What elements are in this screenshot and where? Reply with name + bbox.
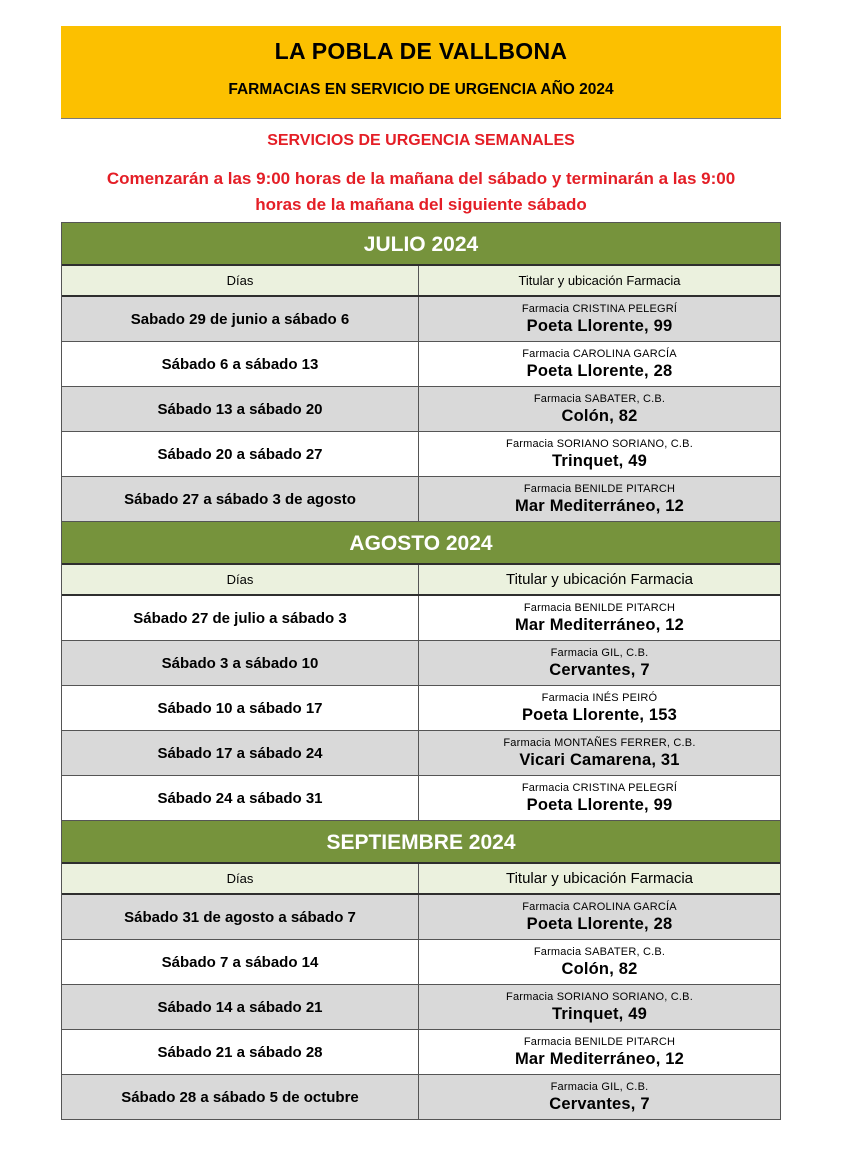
days-cell: Sábado 10 a sábado 17 — [62, 686, 419, 730]
pharmacy-address: Cervantes, 7 — [549, 661, 650, 679]
pharmacy-name: Farmacia CRISTINA PELEGRÍ — [521, 303, 678, 315]
title-banner — [61, 26, 781, 119]
pharmacy-cell — [419, 940, 780, 984]
pharmacy-cell — [419, 985, 780, 1029]
days-cell: Sábado 7 a sábado 14 — [62, 940, 419, 984]
days-cell: Sábado 14 a sábado 21 — [62, 985, 419, 1029]
pharmacy-cell — [419, 432, 780, 476]
column-header-pharmacy: Titular y ubicación Farmacia — [518, 273, 681, 288]
table-row — [62, 1030, 780, 1075]
pharmacy-address: Trinquet, 49 — [551, 452, 647, 470]
pharmacy-name: Farmacia GIL, C.B. — [550, 647, 649, 659]
table-row — [62, 895, 780, 940]
column-header-pharmacy: Titular y ubicación Farmacia — [505, 870, 693, 887]
table-row — [62, 596, 780, 641]
pharmacy-name: Farmacia CAROLINA GARCÍA — [522, 348, 677, 360]
pharmacy-address: Mar Mediterráneo, 12 — [514, 1050, 685, 1068]
days-cell: Sábado 20 a sábado 27 — [62, 432, 419, 476]
schedule-note-line-2: horas de la mañana del siguiente sábado — [255, 195, 587, 214]
pharmacy-address: Poeta Llorente, 153 — [521, 706, 678, 724]
pharmacy-cell — [419, 387, 780, 431]
month-table-agosto — [61, 521, 781, 820]
table-row — [62, 387, 780, 432]
table-row — [62, 432, 780, 477]
days-cell: Sábado 3 a sábado 10 — [62, 641, 419, 685]
column-headers — [62, 565, 780, 596]
pharmacy-address: Poeta Llorente, 99 — [526, 796, 673, 814]
pharmacy-name: Farmacia CRISTINA PELEGRÍ — [521, 782, 678, 794]
days-cell: Sábado 17 a sábado 24 — [62, 731, 419, 775]
table-row — [62, 1075, 780, 1119]
pharmacy-address: Poeta Llorente, 28 — [526, 362, 673, 380]
pharmacy-name: Farmacia BENILDE PITARCH — [523, 483, 676, 495]
pharmacy-address: Poeta Llorente, 99 — [526, 317, 673, 335]
pharmacy-name: Farmacia GIL, C.B. — [550, 1081, 649, 1093]
pharmacy-name: Farmacia SORIANO SORIANO, C.B. — [506, 438, 693, 450]
column-header-days: Días — [62, 266, 419, 295]
month-table-septiembre — [61, 820, 781, 1120]
column-header-days: Días — [62, 565, 419, 594]
schedule-note — [61, 166, 781, 222]
pharmacy-address: Colón, 82 — [561, 960, 638, 978]
pharmacy-name: Farmacia SABATER, C.B. — [533, 946, 666, 958]
pharmacy-cell — [419, 1075, 780, 1119]
pharmacy-address: Mar Mediterráneo, 12 — [514, 616, 685, 634]
days-cell: Sábado 21 a sábado 28 — [62, 1030, 419, 1074]
column-headers — [62, 864, 780, 895]
days-cell: Sábado 31 de agosto a sábado 7 — [62, 895, 419, 939]
pharmacy-cell — [419, 477, 780, 521]
table-row — [62, 686, 780, 731]
pharmacy-cell — [419, 297, 780, 341]
schedule-document — [61, 26, 781, 1120]
document-subtitle: FARMACIAS EN SERVICIO DE URGENCIA AÑO 2024 — [228, 81, 614, 98]
table-row — [62, 297, 780, 342]
days-cell: Sábado 24 a sábado 31 — [62, 776, 419, 820]
month-title: SEPTIEMBRE 2024 — [62, 821, 780, 864]
table-row — [62, 342, 780, 387]
pharmacy-name: Farmacia SORIANO SORIANO, C.B. — [506, 991, 693, 1003]
table-row — [62, 776, 780, 820]
pharmacy-cell — [419, 1030, 780, 1074]
pharmacy-name: Farmacia BENILDE PITARCH — [523, 602, 676, 614]
pharmacy-address: Cervantes, 7 — [549, 1095, 650, 1113]
column-headers — [62, 266, 780, 297]
days-cell: Sábado 27 de julio a sábado 3 — [62, 596, 419, 640]
pharmacy-address: Poeta Llorente, 28 — [526, 915, 673, 933]
pharmacy-name: Farmacia SABATER, C.B. — [533, 393, 666, 405]
pharmacy-name: Farmacia CAROLINA GARCÍA — [522, 901, 677, 913]
month-title: AGOSTO 2024 — [62, 522, 780, 565]
month-tables — [61, 222, 781, 1120]
pharmacy-name: Farmacia INÉS PEIRÓ — [541, 692, 658, 704]
pharmacy-cell — [419, 596, 780, 640]
days-cell: Sabado 29 de junio a sábado 6 — [62, 297, 419, 341]
pharmacy-name: Farmacia MONTAÑES FERRER, C.B. — [503, 737, 696, 749]
month-table-julio — [61, 222, 781, 521]
pharmacy-name: Farmacia BENILDE PITARCH — [523, 1036, 676, 1048]
pharmacy-cell — [419, 342, 780, 386]
pharmacy-cell — [419, 731, 780, 775]
days-cell: Sábado 6 a sábado 13 — [62, 342, 419, 386]
table-row — [62, 641, 780, 686]
column-header-days: Días — [62, 864, 419, 893]
pharmacy-cell — [419, 686, 780, 730]
table-row — [62, 985, 780, 1030]
schedule-note-line-1: Comenzarán a las 9:00 horas de la mañana del sábado y terminarán a las 9:00 — [106, 169, 736, 188]
pharmacy-cell — [419, 895, 780, 939]
town-title: LA POBLA DE VALLBONA — [274, 38, 568, 64]
table-row — [62, 940, 780, 985]
pharmacy-address: Mar Mediterráneo, 12 — [514, 497, 685, 515]
pharmacy-cell — [419, 641, 780, 685]
pharmacy-cell — [419, 776, 780, 820]
days-cell: Sábado 27 a sábado 3 de agosto — [62, 477, 419, 521]
pharmacy-address: Colón, 82 — [561, 407, 638, 425]
table-row — [62, 477, 780, 521]
days-cell: Sábado 13 a sábado 20 — [62, 387, 419, 431]
days-cell: Sábado 28 a sábado 5 de octubre — [62, 1075, 419, 1119]
pharmacy-address: Vicari Camarena, 31 — [519, 751, 680, 769]
pharmacy-address: Trinquet, 49 — [551, 1005, 647, 1023]
month-title: JULIO 2024 — [62, 223, 780, 266]
section-title: SERVICIOS DE URGENCIA SEMANALES — [267, 132, 575, 149]
column-header-pharmacy: Titular y ubicación Farmacia — [505, 571, 693, 588]
table-row — [62, 731, 780, 776]
